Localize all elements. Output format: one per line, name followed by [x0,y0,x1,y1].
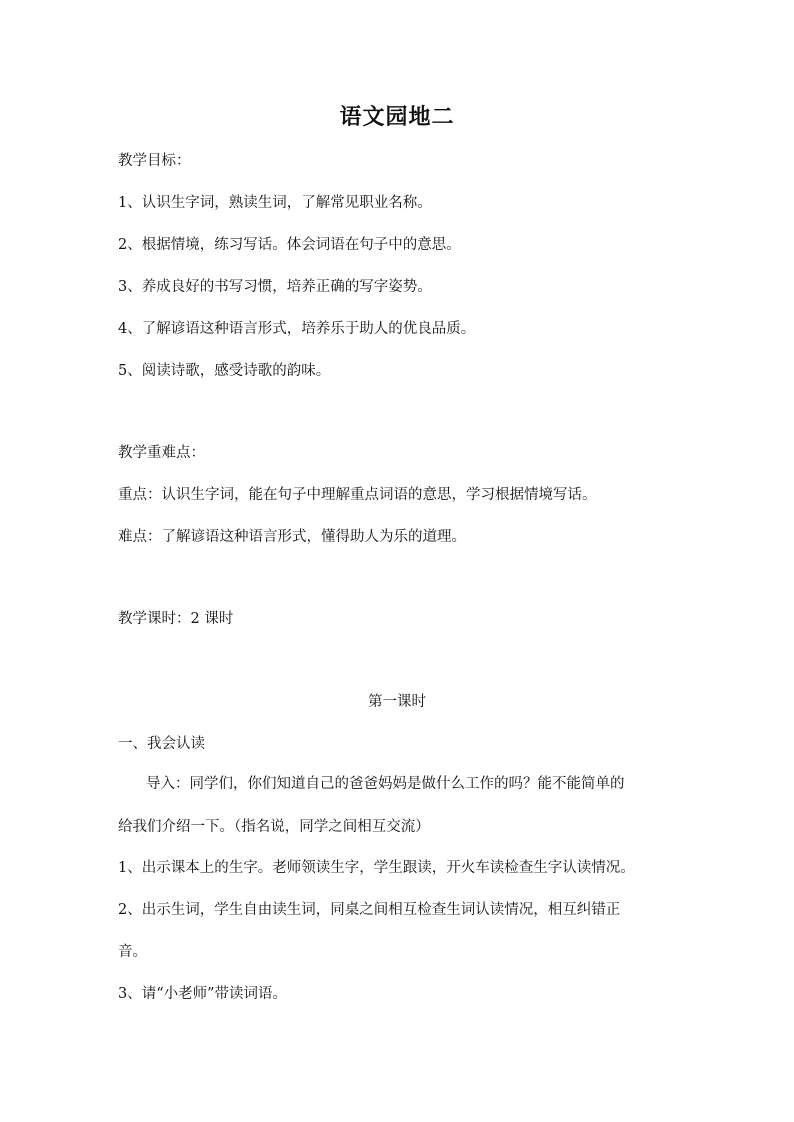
document-title: 语文园地二 [339,105,455,130]
key-points-heading: 教学重难点： [118,445,205,461]
difficult-point-text: 难点：了解谚语这种语言形式，懂得助人为乐的道理。 [118,529,466,545]
section-one-heading: 一、我会认读 [118,736,205,752]
objective-item: 4、了解谚语这种语言形式，培养乐于助人的优良品质。 [118,321,476,337]
step-item: 1、出示课本上的生字。老师领读生字，学生跟读，开火车读检查生字认读情况。 [118,860,635,876]
objective-item: 5、阅读诗歌，感受诗歌的韵味。 [118,363,331,379]
intro-paragraph-line: 给我们介绍一下。（指名说，同学之间相互交流） [118,819,430,835]
objectives-heading: 教学目标： [118,153,191,169]
key-point-text: 重点：认识生字词，能在句子中理解重点词语的意思，学习根据情境写话。 [118,487,597,503]
step-item: 音。 [118,944,147,960]
class-hours-text: 教学课时：2 课时 [118,611,234,627]
intro-paragraph-line: 导入：同学们，你们知道自己的爸爸妈妈是做什么工作的吗？能不能简单的 [146,776,625,792]
lesson-heading: 第一课时 [368,694,426,710]
objective-item: 2、根据情境，练习写话。体会词语在句子中的意思。 [118,237,461,253]
objective-item: 1、认识生字词，熟读生词，了解常见职业名称。 [118,195,432,211]
step-item: 3、请“小老师”带读词语。 [118,986,288,1002]
step-item: 2、出示生词，学生自由读生词，同桌之间相互检查生词认读情况，相互纠错正 [118,902,621,918]
objective-item: 3、养成良好的书写习惯，培养正确的写字姿势。 [118,279,432,295]
